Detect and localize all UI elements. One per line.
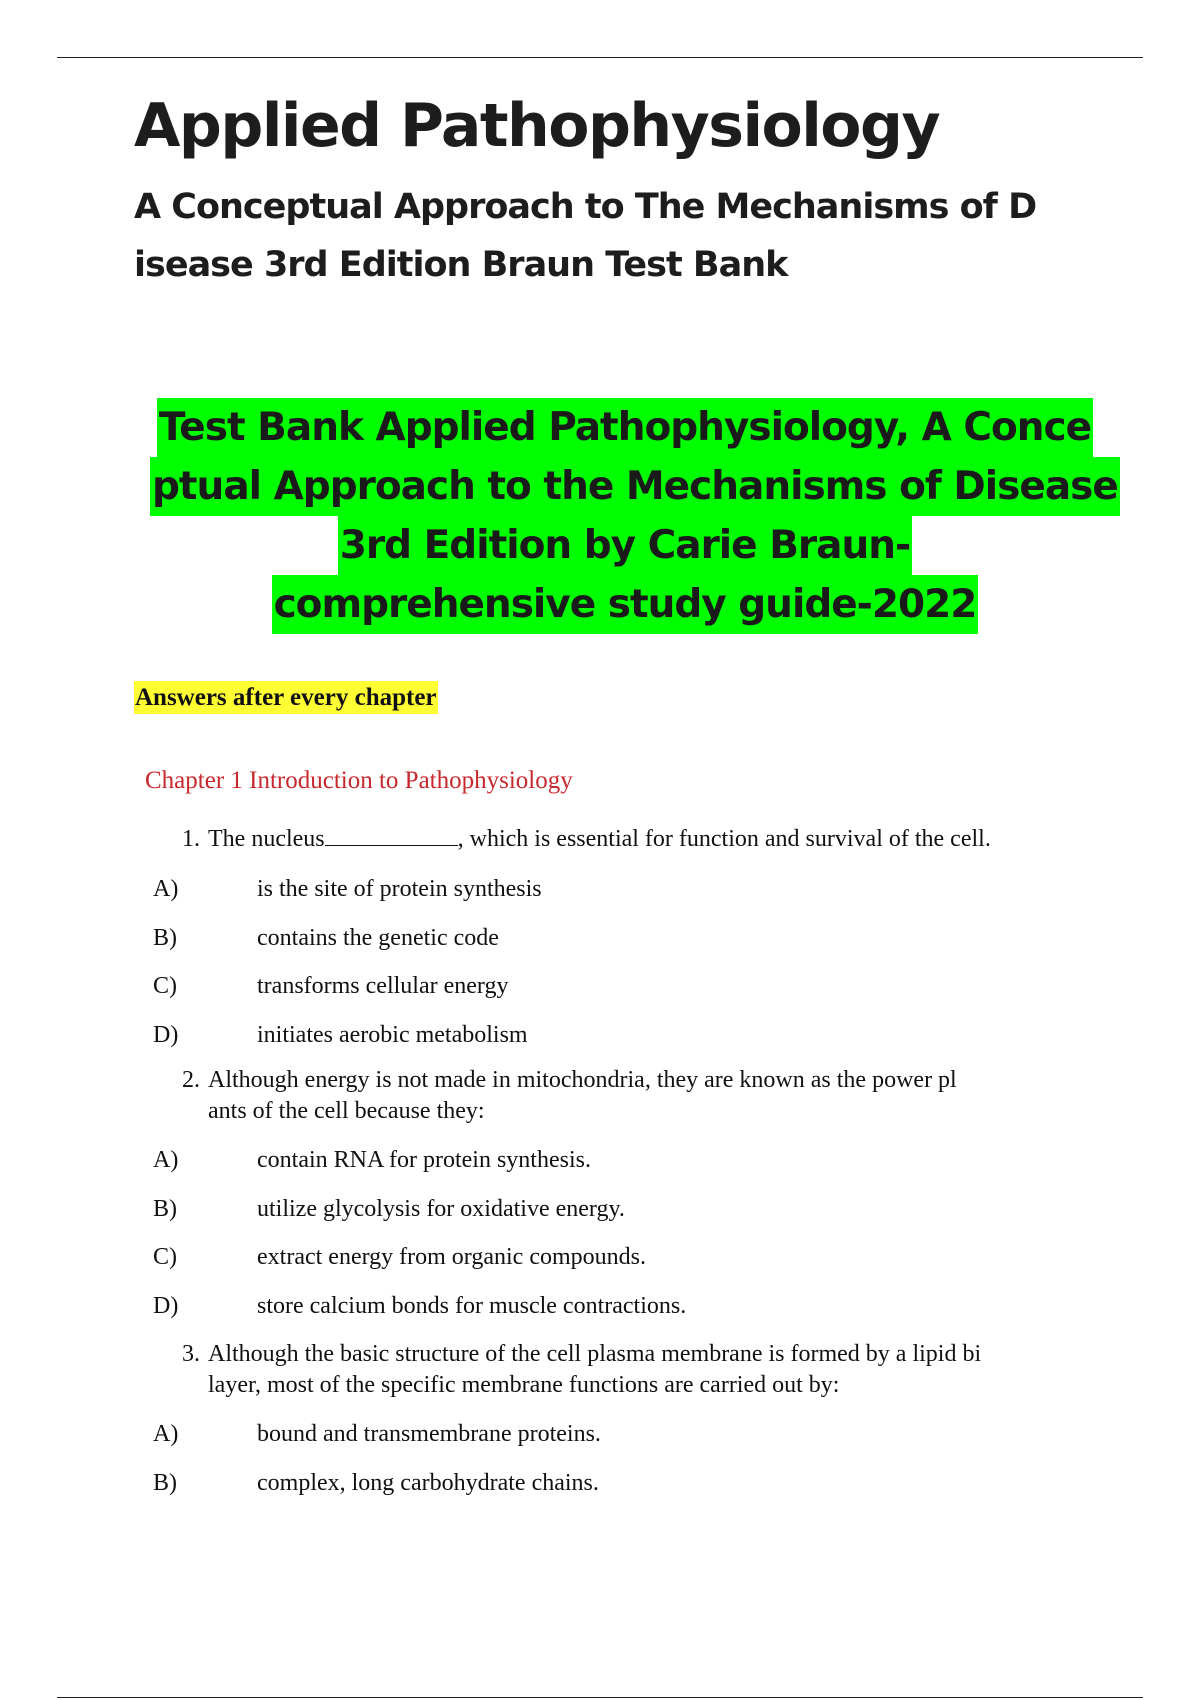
answer-option — [0, 1467, 1200, 1499]
option-letter: A) — [153, 1147, 179, 1173]
question-number: 1. — [182, 826, 200, 852]
answer-option — [0, 970, 1200, 1002]
highlighted-heading-line: Test Bank Applied Pathophysiology, A Conce — [157, 398, 1093, 457]
question-number: 3. — [182, 1341, 200, 1367]
answer-option — [0, 1019, 1200, 1051]
question-number: 2. — [182, 1067, 200, 1093]
option-letter: A) — [153, 876, 179, 902]
highlighted-heading-line: 3rd Edition by Carie Braun- — [338, 516, 912, 575]
option-text: contain RNA for protein synthesis. — [257, 1147, 591, 1173]
answers-note: Answers after every chapter — [134, 681, 438, 714]
highlighted-heading-line: ptual Approach to the Mechanisms of Disease — [150, 457, 1120, 516]
option-letter: D) — [153, 1293, 179, 1319]
subtitle-line: A Conceptual Approach to The Mechanisms of D — [134, 187, 1037, 227]
chapter-heading: Chapter 1 Introduction to Pathophysiology — [145, 767, 573, 794]
question-text-part: The nucleus — [208, 826, 325, 852]
option-letter: C) — [153, 973, 177, 999]
answer-option — [0, 922, 1200, 954]
option-text: contains the genetic code — [257, 925, 499, 951]
option-text: transforms cellular energy — [257, 973, 509, 999]
option-letter: B) — [153, 1196, 177, 1222]
subtitle-line: isease 3rd Edition Braun Test Bank — [134, 245, 788, 285]
bottom-divider — [57, 1697, 1143, 1698]
option-text: utilize glycolysis for oxidative energy. — [257, 1196, 625, 1222]
answer-option — [0, 1241, 1200, 1273]
answer-option — [0, 1290, 1200, 1322]
question-text-line: ants of the cell because they: — [208, 1098, 485, 1124]
document-title: Applied Pathophysiology — [134, 91, 940, 161]
highlighted-heading — [150, 398, 1118, 634]
document-subtitle — [134, 178, 1037, 294]
answer-option — [0, 1144, 1200, 1176]
question-text-part: , which is essential for function and survival of the cell. — [457, 826, 991, 852]
option-text: initiates aerobic metabolism — [257, 1022, 528, 1048]
option-letter: C) — [153, 1244, 177, 1270]
question-text-line: Although the basic structure of the cell plasma membrane is formed by a lipid bi — [208, 1341, 982, 1367]
answer-option — [0, 1193, 1200, 1225]
option-letter: B) — [153, 1470, 177, 1496]
question-text — [208, 824, 1088, 855]
option-text: store calcium bonds for muscle contractions. — [257, 1293, 687, 1319]
question-text-line: Although energy is not made in mitochondria, they are known as the power pl — [208, 1067, 957, 1093]
option-text: complex, long carbohydrate chains. — [257, 1470, 599, 1496]
option-text: is the site of protein synthesis — [257, 876, 542, 902]
top-divider — [57, 57, 1143, 58]
option-text: bound and transmembrane proteins. — [257, 1421, 601, 1447]
option-text: extract energy from organic compounds. — [257, 1244, 646, 1270]
answer-option — [0, 873, 1200, 905]
answer-option — [0, 1418, 1200, 1450]
question-text — [208, 1339, 1088, 1401]
option-letter: B) — [153, 925, 177, 951]
option-letter: D) — [153, 1022, 179, 1048]
answer-blank — [325, 825, 458, 846]
highlighted-heading-line: comprehensive study guide-2022 — [272, 575, 979, 634]
question-text-line: layer, most of the specific membrane functions are carried out by: — [208, 1372, 840, 1398]
option-letter: A) — [153, 1421, 179, 1447]
question-text — [208, 1065, 1088, 1127]
